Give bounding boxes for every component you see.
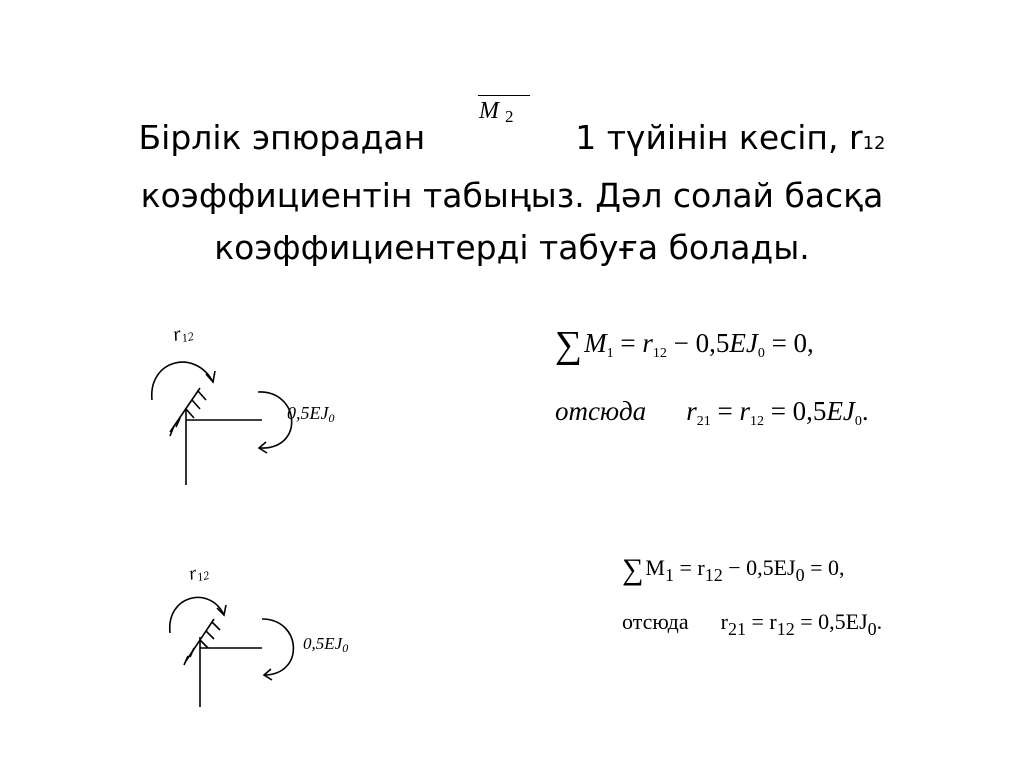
- title-line-2: коэффициентін табыңыз. Дәл солай басқа: [140, 176, 884, 215]
- bottom-diagram-r12-label: r12: [186, 562, 211, 585]
- equation-moment-sum-italic: ∑M1 = r12 − 0,5EJ0 = 0,: [555, 324, 814, 366]
- equation-moment-sum-upright: $\sum M_1 = r_{12} - 0,5EJ_0 = 0$,: [622, 553, 845, 586]
- m2-symbol: M 2: [479, 98, 514, 125]
- equation-result-italic: отсюда r21 = r12 = 0,5EJ0.: [555, 396, 869, 429]
- title-line-1: Бірлік эпюрадан 1 түйінін кесіп, r12: [138, 118, 886, 157]
- top-diagram-r12-label: r12: [170, 322, 195, 346]
- bottom-diagram-moment-label: 0,5EJ0: [303, 634, 349, 655]
- top-diagram-moment-label: 0,5EJ0: [287, 403, 335, 425]
- equation-result-upright: отсюда $r_{21} = r_{12} = 0,5EJ_0$.: [622, 609, 883, 639]
- node-diagram-bottom: [150, 575, 320, 715]
- title-line-3: коэффициентерді табуға болады.: [214, 228, 810, 267]
- slide-title: [0, 112, 1024, 274]
